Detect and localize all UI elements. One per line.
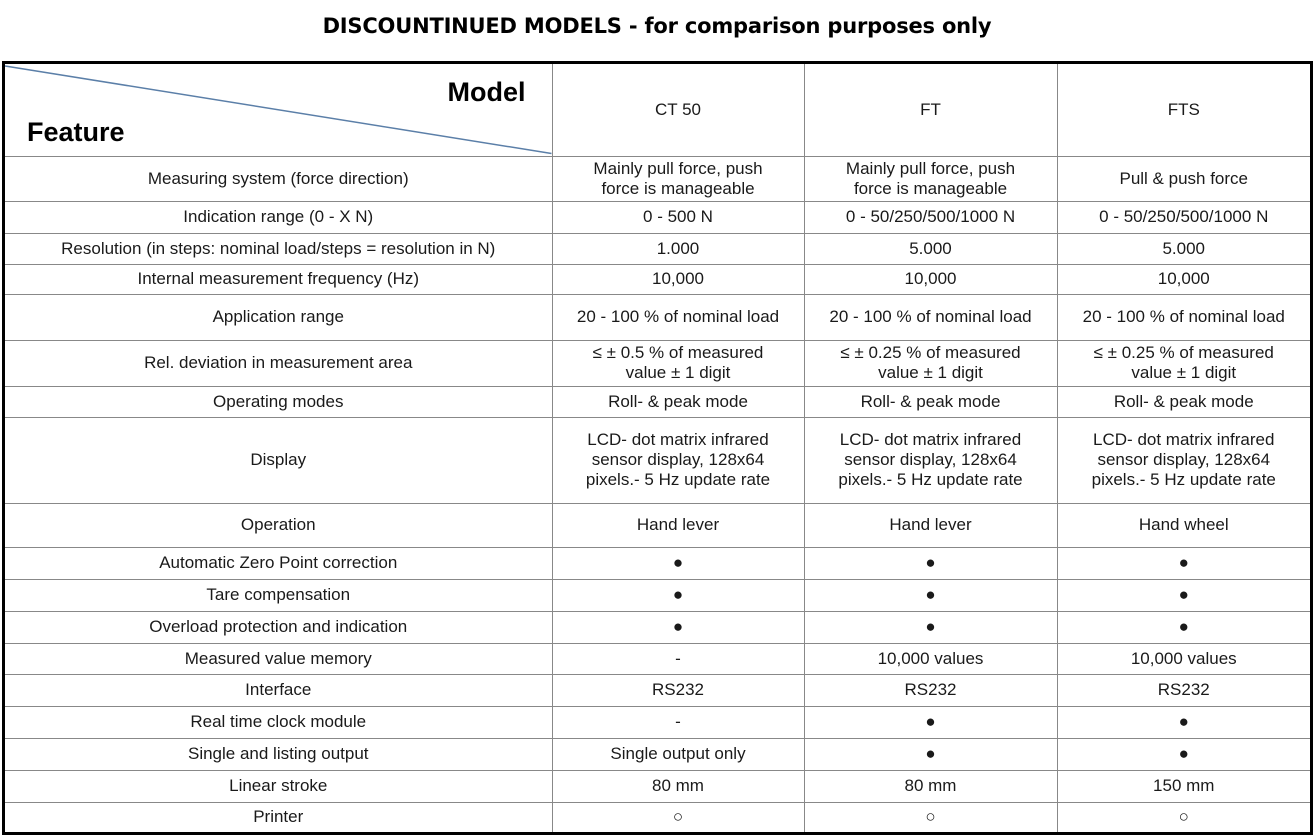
value-text: 0 - 50/250/500/1000 N: [845, 207, 1016, 226]
table-row: [5, 643, 1310, 674]
table-row: [5, 706, 1310, 738]
value-cell-fts: [1057, 738, 1310, 770]
value-text: 5.000: [909, 238, 952, 258]
value-text: Pull & push force: [1119, 168, 1248, 188]
value-text: LCD- dot matrix infrared sensor display, 128x64 pixels.- 5 Hz update rate: [1091, 430, 1276, 489]
value-cell-ft: [804, 579, 1057, 611]
value-cell-ct50: [552, 503, 804, 547]
value-cell-ft: [804, 294, 1057, 340]
feature-cell: Tare compensation: [5, 579, 552, 611]
feature-cell: Application range: [5, 294, 552, 340]
header-corner-cell: [5, 64, 552, 156]
table-row: [5, 264, 1310, 294]
value-cell-ct50: [552, 547, 804, 579]
value-text: 0 - 50/250/500/1000 N: [1099, 207, 1269, 226]
value-cell-ft: [804, 264, 1057, 294]
value-cell-fts: [1057, 643, 1310, 674]
value-cell-ct50: [552, 294, 804, 340]
value-cell-ft: [804, 611, 1057, 643]
value-text: RS232: [652, 680, 704, 699]
value-cell-fts: [1057, 294, 1310, 340]
value-cell-ft: [804, 386, 1057, 417]
feature-cell: Single and listing output: [5, 738, 552, 770]
value-text: Hand lever: [889, 515, 972, 534]
value-text: LCD- dot matrix infrared sensor display, 128x64 pixels.- 5 Hz update rate: [838, 430, 1023, 489]
table-row: [5, 233, 1310, 264]
feature-included-icon: ●: [1178, 617, 1189, 636]
header-model-label: Model: [447, 77, 526, 107]
value-cell-fts: [1057, 233, 1310, 264]
feature-cell: Automatic Zero Point correction: [5, 547, 552, 579]
feature-included-icon: ●: [672, 617, 684, 636]
value-cell-fts: [1057, 264, 1310, 294]
feature-included-icon: ●: [1178, 744, 1189, 763]
value-cell-ft: [804, 547, 1057, 579]
table-row: [5, 386, 1310, 417]
table-row: [5, 156, 1310, 201]
table-row: [5, 340, 1310, 386]
table-row: [5, 770, 1310, 802]
value-cell-ft: [804, 233, 1057, 264]
value-cell-fts: [1057, 503, 1310, 547]
table-body: [5, 156, 1310, 832]
value-cell-fts: [1057, 611, 1310, 643]
table-row: [5, 674, 1310, 706]
feature-included-icon: ●: [672, 553, 684, 572]
value-text: Roll- & peak mode: [608, 391, 748, 411]
optional-icon: ○: [672, 807, 684, 827]
value-text: -: [675, 712, 681, 731]
value-text: 20 - 100 % of nominal load: [576, 307, 780, 326]
value-cell-ct50: [552, 579, 804, 611]
value-cell-ct50: [552, 738, 804, 770]
feature-included-icon: ●: [925, 617, 936, 636]
value-text: ≤ ± 0.25 % of measured value ± 1 digit: [1093, 343, 1274, 382]
comparison-table-frame: [2, 61, 1313, 835]
value-text: 150 mm: [1153, 776, 1215, 795]
value-cell-fts: [1057, 417, 1310, 503]
value-cell-fts: [1057, 706, 1310, 738]
value-text: 1.000: [656, 238, 700, 258]
feature-cell: Measuring system (force direction): [5, 156, 552, 201]
value-text: ≤ ± 0.25 % of measured value ± 1 digit: [840, 343, 1021, 382]
value-cell-ft: [804, 770, 1057, 802]
value-cell-ct50: [552, 386, 804, 417]
value-text: RS232: [904, 680, 957, 699]
table-row: [5, 802, 1310, 832]
feature-cell: Operating modes: [5, 386, 552, 417]
value-cell-ft: [804, 738, 1057, 770]
feature-included-icon: ●: [925, 712, 936, 731]
value-cell-ft: [804, 706, 1057, 738]
feature-cell: Real time clock module: [5, 706, 552, 738]
value-text: -: [675, 648, 681, 668]
value-cell-fts: [1057, 340, 1310, 386]
value-text: LCD- dot matrix infrared sensor display, 128x64 pixels.- 5 Hz update rate: [585, 430, 771, 489]
value-text: 0 - 500 N: [643, 207, 713, 226]
value-text: Hand wheel: [1138, 515, 1229, 534]
value-cell-ft: [804, 503, 1057, 547]
value-cell-fts: [1057, 156, 1310, 201]
header-row: [5, 64, 1310, 156]
value-cell-fts: [1057, 579, 1310, 611]
value-cell-ft: [804, 417, 1057, 503]
value-cell-ct50: [552, 340, 804, 386]
feature-cell: Printer: [5, 802, 552, 832]
page-title: DISCOUNTINUED MODELS - for comparison purposes only: [322, 14, 992, 38]
feature-included-icon: ●: [925, 553, 936, 572]
feature-cell: Display: [5, 417, 552, 503]
value-cell-ct50: [552, 611, 804, 643]
feature-cell: Internal measurement frequency (Hz): [5, 264, 552, 294]
value-text: Hand lever: [636, 515, 720, 534]
value-text: 10,000 values: [1130, 648, 1237, 668]
table-row: [5, 294, 1310, 340]
feature-included-icon: ●: [672, 585, 684, 604]
value-cell-fts: [1057, 386, 1310, 417]
header-feature-label: Feature: [27, 116, 125, 147]
value-cell-ct50: [552, 706, 804, 738]
feature-cell: Measured value memory: [5, 643, 552, 674]
table-row: [5, 738, 1310, 770]
feature-cell: Rel. deviation in measurement area: [5, 340, 552, 386]
value-cell-fts: [1057, 674, 1310, 706]
model-header-fts: FTS: [1057, 64, 1310, 156]
value-text: Single output only: [610, 744, 746, 763]
table-row: [5, 201, 1310, 233]
value-text: 10,000: [652, 269, 704, 288]
value-text: 20 - 100 % of nominal load: [1082, 307, 1285, 326]
value-cell-fts: [1057, 770, 1310, 802]
value-cell-ft: [804, 340, 1057, 386]
value-text: 5.000: [1162, 238, 1206, 258]
value-cell-ct50: [552, 417, 804, 503]
feature-cell: Linear stroke: [5, 770, 552, 802]
value-cell-ct50: [552, 201, 804, 233]
value-text: 80 mm: [904, 776, 957, 795]
value-text: Mainly pull force, push force is manageable: [593, 158, 763, 198]
table-row: [5, 547, 1310, 579]
feature-cell: Overload protection and indication: [5, 611, 552, 643]
feature-included-icon: ●: [1178, 553, 1189, 572]
value-cell-ft: [804, 201, 1057, 233]
value-cell-fts: [1057, 201, 1310, 233]
value-text: 10,000: [1157, 269, 1210, 288]
value-cell-ft: [804, 643, 1057, 674]
value-text: 80 mm: [652, 776, 704, 795]
value-cell-ct50: [552, 770, 804, 802]
feature-cell: Resolution (in steps: nominal load/steps = resolution in N): [5, 233, 552, 264]
feature-included-icon: ●: [1178, 585, 1189, 604]
feature-included-icon: ●: [1178, 712, 1189, 731]
feature-cell: Indication range (0 - X N): [5, 201, 552, 233]
feature-included-icon: ●: [925, 744, 936, 763]
model-header-ft: FT: [804, 64, 1057, 156]
value-cell-ct50: [552, 674, 804, 706]
feature-cell: Interface: [5, 674, 552, 706]
value-cell-ft: [804, 156, 1057, 201]
value-cell-ft: [804, 674, 1057, 706]
model-header-ct50: CT 50: [552, 64, 804, 156]
value-text: Mainly pull force, push force is manageable: [845, 158, 1016, 198]
optional-icon: ○: [925, 807, 936, 827]
feature-cell: Operation: [5, 503, 552, 547]
table-row: [5, 503, 1310, 547]
value-cell-ct50: [552, 802, 804, 832]
value-cell-ct50: [552, 233, 804, 264]
value-cell-ct50: [552, 156, 804, 201]
optional-icon: ○: [1178, 807, 1189, 827]
feature-included-icon: ●: [925, 585, 936, 604]
value-text: RS232: [1157, 680, 1210, 699]
value-text: ≤ ± 0.5 % of measured value ± 1 digit: [592, 343, 764, 382]
value-cell-ft: [804, 802, 1057, 832]
table-row: [5, 579, 1310, 611]
value-cell-ct50: [552, 643, 804, 674]
table-row: [5, 417, 1310, 503]
value-text: 20 - 100 % of nominal load: [829, 307, 1032, 326]
value-text: 10,000 values: [877, 648, 984, 668]
value-text: Roll- & peak mode: [1113, 391, 1254, 411]
comparison-table: [5, 64, 1310, 832]
value-text: 10,000: [904, 269, 957, 288]
value-cell-fts: [1057, 802, 1310, 832]
value-text: Roll- & peak mode: [860, 391, 1001, 411]
value-cell-fts: [1057, 547, 1310, 579]
value-cell-ct50: [552, 264, 804, 294]
table-row: [5, 611, 1310, 643]
